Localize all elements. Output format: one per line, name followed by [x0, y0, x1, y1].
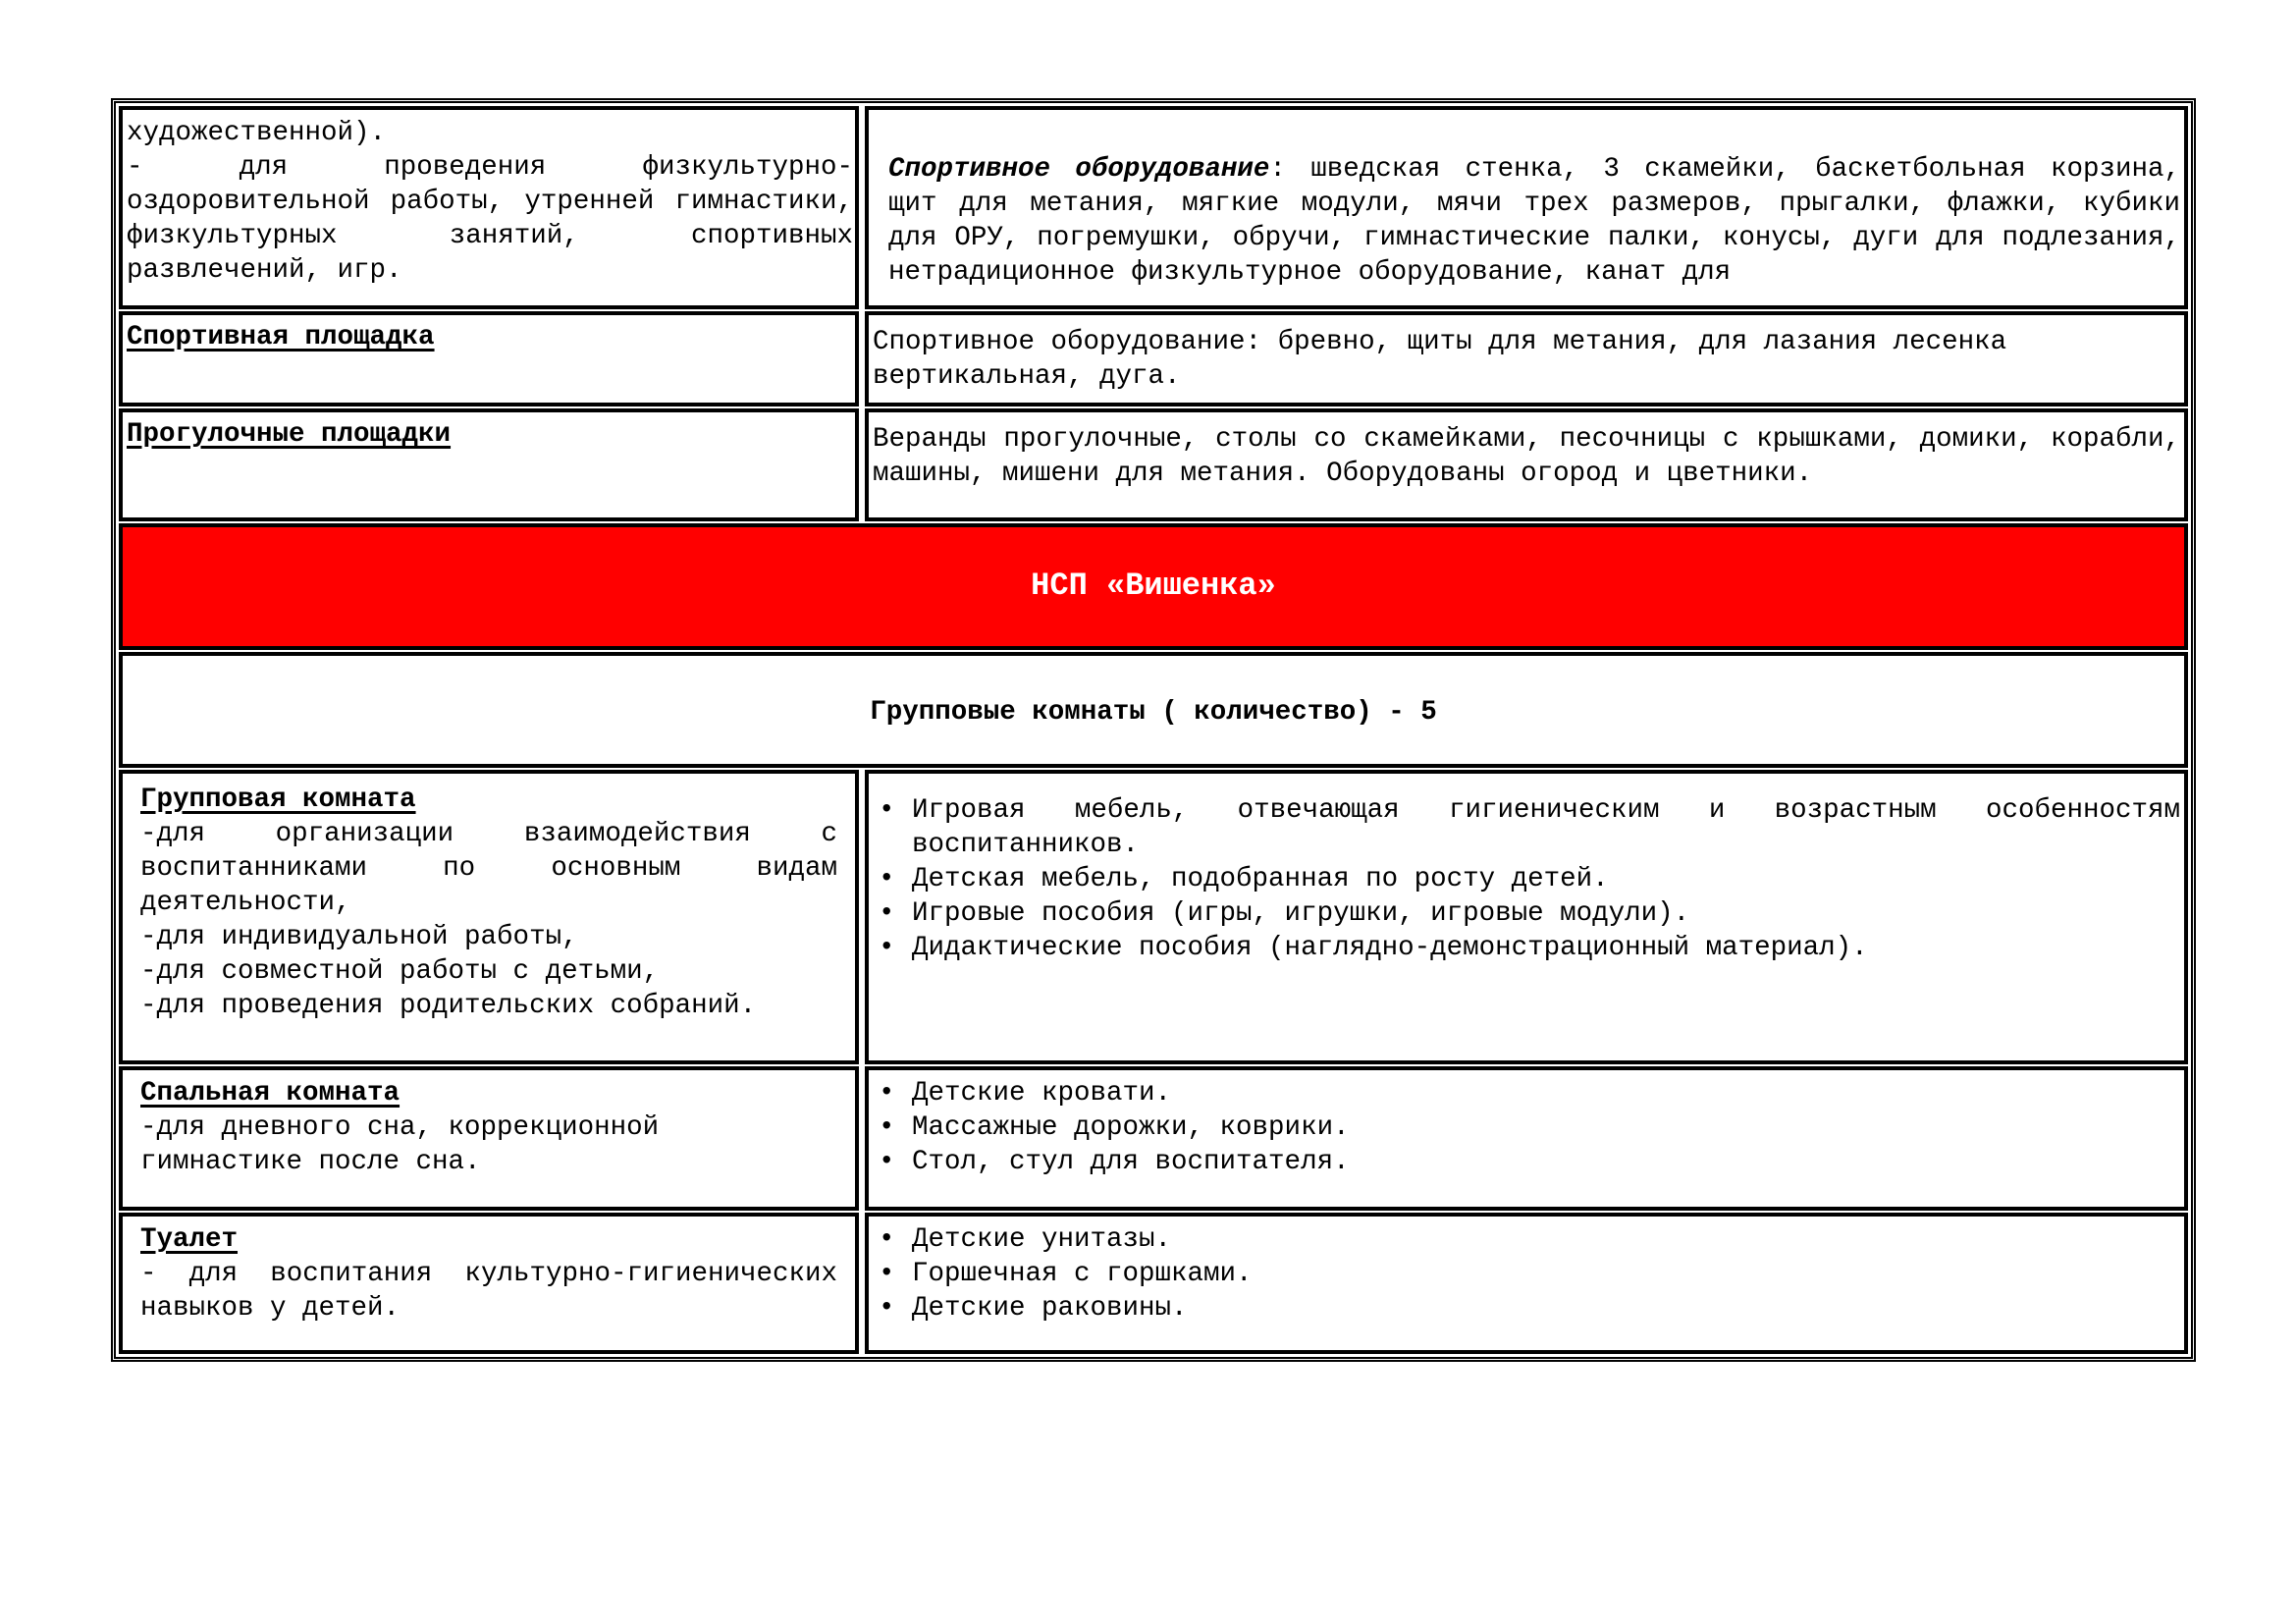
table-row: [116, 1210, 2191, 1357]
bedroom-purpose: -для дневного сна, коррекционной гимнастике после сна.: [140, 1112, 660, 1177]
group-room-purpose: -для совместной работы с детьми,: [140, 956, 660, 987]
row-left-cell: [119, 408, 859, 521]
row-right-cell: [865, 1213, 2188, 1354]
list-item: • Детские раковины.: [879, 1291, 2180, 1326]
group-room-purpose: -для индивидуальной работы,: [140, 922, 578, 952]
table-row: [116, 1063, 2191, 1214]
row-left-cell: [119, 106, 859, 309]
toilet-equipment-list: [879, 1222, 2180, 1326]
row-left-cell: [119, 770, 859, 1064]
list-item: • Массажные дорожки, коврики.: [879, 1110, 2180, 1145]
list-item: • Детские кровати.: [879, 1076, 2180, 1110]
group-room-heading: Групповая комната: [140, 785, 416, 815]
group-room-equipment-list: [879, 793, 2180, 965]
list-item: • Дидактические пособия (наглядно-демонстрационный материал).: [879, 931, 2180, 965]
group-room-purpose: -для проведения родительских собраний.: [140, 991, 757, 1021]
list-item: • Игровые пособия (игры, игрушки, игровые модули).: [879, 896, 2180, 931]
sports-ground-equipment: Спортивное оборудование: бревно, щиты для метания, для лазания лесенка вертикальная, дуга.: [873, 327, 2007, 392]
row-left-cell: [119, 1066, 859, 1211]
equipment-text: : шведская стенка, 3 скамейки, баскетбольная корзина, щит для метания, мягкие модули, мячи трех размеров, прыгалки, флажки, кубики для ОРУ, погремушки, обручи, гимнастические палки, конусы, дуги для подлезания, нетрадиционное физкультурное оборудование, канат для: [888, 154, 2180, 288]
row-left-cell: [119, 311, 859, 406]
list-item: • Детская мебель, подобранная по росту детей.: [879, 862, 2180, 896]
table-row: [116, 767, 2191, 1067]
list-item: • Горшечная с горшками.: [879, 1257, 2180, 1291]
row-right-cell: [865, 311, 2188, 406]
walking-areas-heading: Прогулочные площадки: [127, 419, 452, 450]
section-banner: [119, 523, 2188, 650]
group-room-purpose: -для организации взаимодействия с воспитанниками по основным видам деятельности,: [140, 819, 837, 918]
table-row: [116, 649, 2191, 771]
list-item: • Игровая мебель, отвечающая гигиеническим и возрастным особенностям воспитанников.: [879, 793, 2180, 862]
row-left-cell: [119, 1213, 859, 1354]
group-count-text: Групповые комнаты ( количество) - 5: [870, 697, 1437, 728]
group-count-cell: [119, 652, 2188, 768]
section-title: НСП «Вишенка»: [1031, 568, 1276, 604]
facilities-table: [111, 98, 2196, 1362]
table-row: [116, 520, 2191, 653]
toilet-purpose: - для воспитания культурно-гигиенических навыков у детей.: [140, 1259, 837, 1324]
row-right-cell: [865, 770, 2188, 1064]
list-item: • Детские унитазы.: [879, 1222, 2180, 1257]
purpose-text: - для проведения физкультурно-оздоровительной работы, утренней гимнастики, физкультурных занятий, спортивных развлечений, игр.: [127, 152, 853, 286]
sports-ground-heading: Спортивная площадка: [127, 322, 435, 352]
row-right-cell: [865, 106, 2188, 309]
table-row: [116, 308, 2191, 409]
list-item: • Стол, стул для воспитателя.: [879, 1145, 2180, 1179]
row-right-cell: [865, 1066, 2188, 1211]
table-row: [116, 103, 2191, 312]
row-right-cell: [865, 408, 2188, 521]
bedroom-heading: Спальная комната: [140, 1078, 400, 1109]
bedroom-equipment-list: [879, 1076, 2180, 1179]
equipment-heading: Спортивное оборудование: [888, 154, 1270, 185]
continuation-text: художественной).: [127, 118, 387, 148]
toilet-heading: Туалет: [140, 1224, 239, 1255]
table-row: [116, 406, 2191, 524]
walking-areas-equipment: Веранды прогулочные, столы со скамейками, песочницы с крышками, домики, корабли, машины, мишени для метания. Оборудованы огород и цветники.: [873, 424, 2180, 489]
